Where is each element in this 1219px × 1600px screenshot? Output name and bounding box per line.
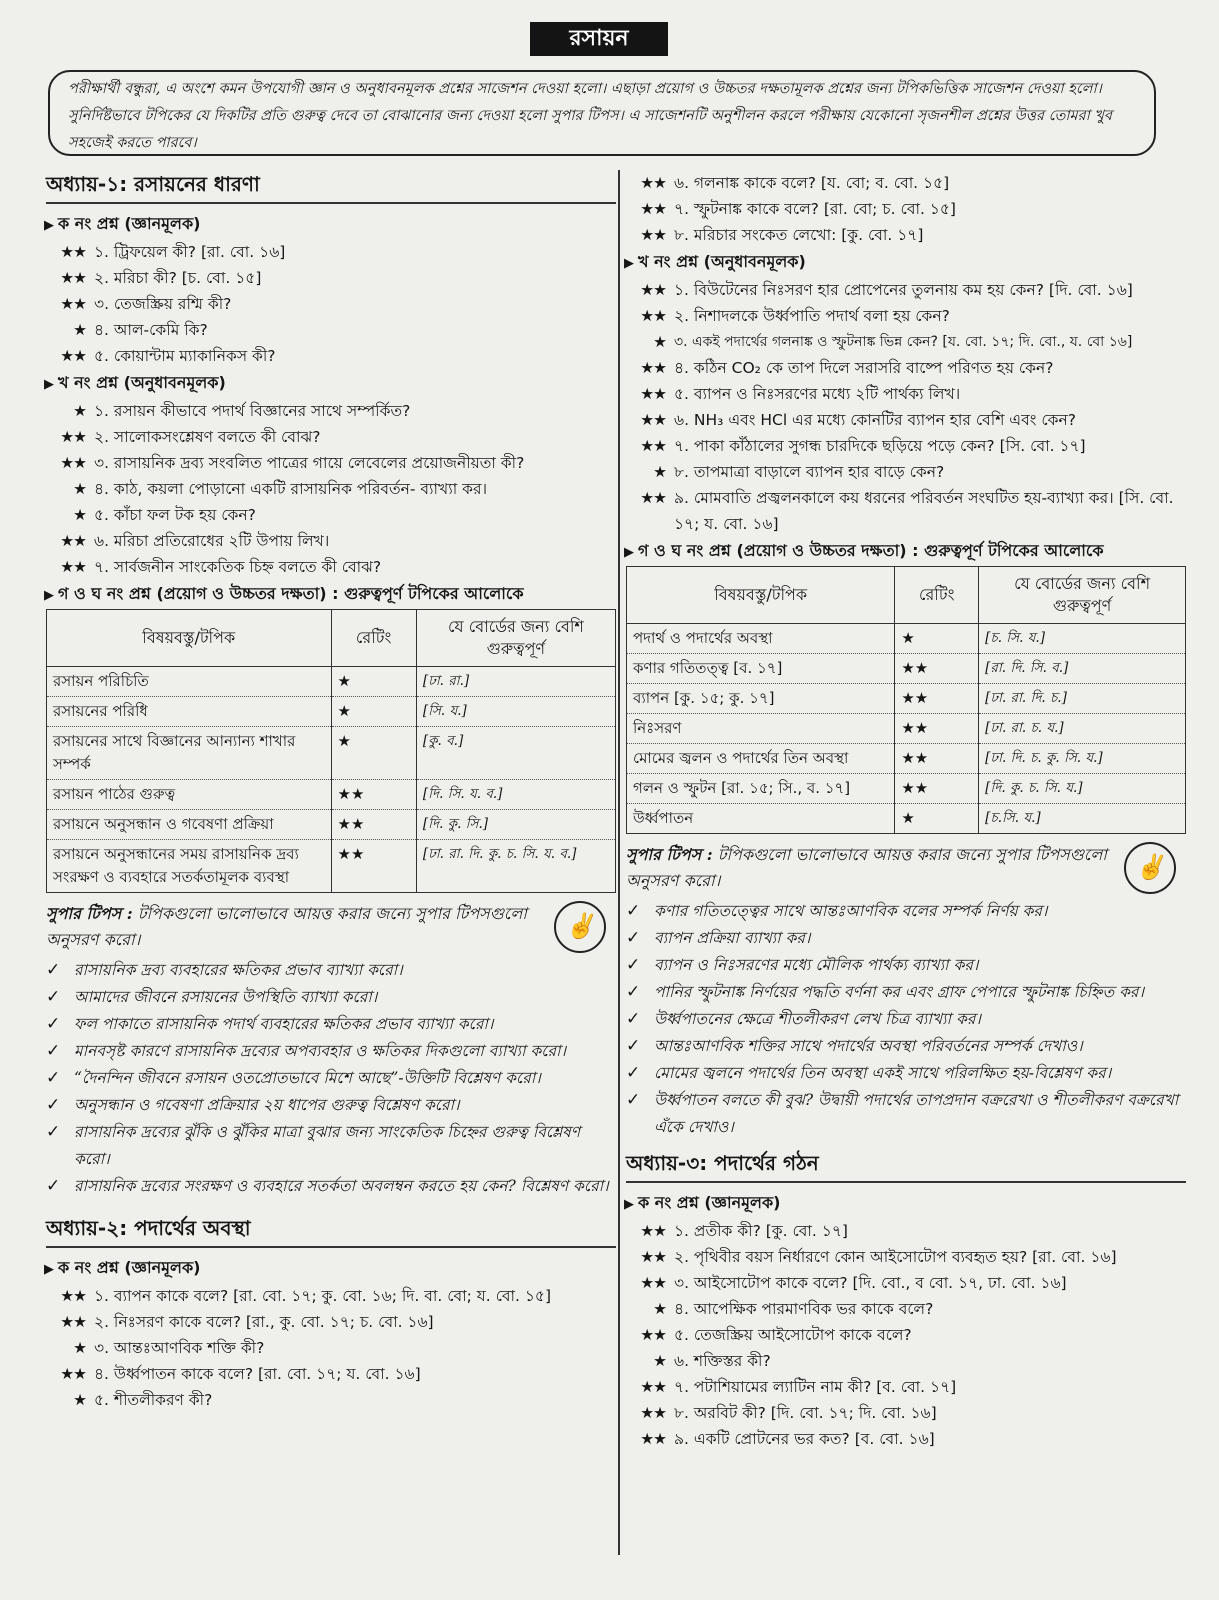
question-item: ★ ১. রসায়ন কীভাবে পদার্থ বিজ্ঞানের সাথে সম্পর্কিত? — [46, 398, 616, 424]
column-header: বিষয়বস্তু/টপিক — [627, 567, 895, 624]
star-rating-icon: ★★ — [60, 1365, 86, 1383]
question-item: ★★ ৬. গলনাঙ্ক কাকে বলে? [য. বো; ব. বো. ১৫] — [626, 170, 1186, 196]
question-item: ★★ ৫. তেজস্ক্রিয় আইসোটোপ কাকে বলে? — [626, 1322, 1186, 1348]
ch1-ka-list — [46, 239, 616, 369]
ch2-ka-heading: ▶ ক নং প্রশ্ন (জ্ঞানমূলক) — [44, 1258, 201, 1277]
ch3-ka-list — [626, 1218, 1186, 1452]
question-item: ★ ৪. কাঠ, কয়লা পোড়ানো একটি রাসায়নিক পরিবর্তন- ব্যাখ্যা কর। — [46, 476, 616, 502]
ch2-kha-list — [626, 277, 1186, 537]
question-item: ★★ ৬. NH₃ এবং HCl এর মধ্যে কোনটির ব্যাপন হার বেশি এবং কেন? — [626, 407, 1186, 433]
star-rating-icon: ★ — [73, 1339, 86, 1357]
check-icon: ✓ — [626, 1090, 641, 1110]
check-icon: ✓ — [46, 1068, 61, 1088]
star-rating-icon: ★★ — [60, 428, 86, 446]
table-row: রসায়নের সাথে বিজ্ঞানের আন্যান্য শাখার সম্পর্ক ★ [কু. ব.] — [47, 727, 616, 780]
tip-item: ✓ কণার গতিতত্ত্বের সাথে আন্তঃআণবিক বলের সম্পর্ক নির্ণয় কর। — [626, 898, 1186, 925]
subject-title: রসায়ন — [530, 22, 668, 56]
table-row: রসায়নে অনুসন্ধান ও গবেষণা প্রক্রিয়া ★★ [দি. কু. সি.] — [47, 810, 616, 840]
check-icon: ✓ — [46, 1095, 61, 1115]
star-rating-icon: ★★ — [640, 411, 666, 429]
star-rating-icon: ★★ — [640, 1378, 666, 1396]
table-row: গলন ও স্ফুটন [রা. ১৫; সি., ব. ১৭] ★★ [দি. কু. চ. সি. য.] — [627, 774, 1186, 804]
right-column — [626, 170, 1186, 1452]
tip-item: ✓ ব্যাপন ও নিঃসরণের মধ্যে মৌলিক পার্থক্য ব্যাখ্যা কর। — [626, 952, 1186, 979]
arrow-icon: ▶ — [44, 588, 54, 603]
check-icon: ✓ — [626, 1036, 641, 1056]
star-rating-icon: ★ — [331, 667, 416, 697]
arrow-icon: ▶ — [624, 545, 634, 560]
question-item: ★★ ২. সালোকসংশ্লেষণ বলতে কী বোঝ? — [46, 424, 616, 450]
star-rating-icon: ★★ — [640, 307, 666, 325]
question-item: ★★ ৫. ব্যাপন ও নিঃসরণের মধ্যে ২টি পার্থক্য লিখ। — [626, 381, 1186, 407]
ch1-kha-list — [46, 398, 616, 580]
column-header: রেটিং — [895, 567, 979, 624]
star-rating-icon: ★★ — [640, 385, 666, 403]
star-rating-icon: ★★ — [60, 558, 86, 576]
ch2-ka-list-continued — [626, 170, 1186, 248]
tip-item: ✓ আমাদের জীবনে রসায়নের উপস্থিতি ব্যাখ্যা করো। — [46, 984, 616, 1011]
star-rating-icon: ★★ — [60, 243, 86, 261]
star-rating-icon: ★ — [895, 804, 979, 834]
question-item: ★ ৫. শীতলীকরণ কী? — [46, 1387, 616, 1413]
table-row: রসায়ন পাঠের গুরুত্ব ★★ [দি. সি. য. ব.] — [47, 780, 616, 810]
star-rating-icon: ★★ — [640, 174, 666, 192]
table-header-row — [47, 610, 616, 667]
tip-item: ✓ অনুসন্ধান ও গবেষণা প্রক্রিয়ার ২য় ধাপের গুরুত্ব বিশ্লেষণ করো। — [46, 1092, 616, 1119]
tip-item: ✓ রাসায়নিক দ্রব্যের ঝুঁকি ও ঝুঁকির মাত্রা বুঝার জন্য সাংকেতিক চিহ্নের গুরুত্ব বিশ্লেষণ করো। — [46, 1119, 616, 1173]
star-rating-icon: ★★ — [640, 226, 666, 244]
question-item: ★ ৪. আপেক্ষিক পারমাণবিক ভর কাকে বলে? — [626, 1296, 1186, 1322]
tip-item: ✓ রাসায়নিক দ্রব্য ব্যবহারের ক্ষতিকর প্রভাব ব্যাখ্যা করো। — [46, 957, 616, 984]
check-icon: ✓ — [46, 987, 61, 1007]
tip-item: ✓ পানির স্ফুটনাঙ্ক নির্ণয়ের পদ্ধতি বর্ণনা কর এবং গ্রাফ পেপারে স্ফুটনাঙ্ক চিহ্নিত কর। — [626, 979, 1186, 1006]
question-item: ★★ ২. মরিচা কী? [চ. বো. ১৫] — [46, 265, 616, 291]
star-rating-icon: ★ — [73, 321, 86, 339]
star-rating-icon: ★★ — [640, 489, 666, 507]
ch2-topic-table — [626, 566, 1186, 834]
star-rating-icon: ★★ — [640, 1222, 666, 1240]
ch1-topic-table — [46, 609, 616, 893]
tip-item: ✓ ব্যাপন প্রক্রিয়া ব্যাখ্যা কর। — [626, 925, 1186, 952]
question-item: ★★ ৭. স্ফুটনাঙ্ক কাকে বলে? [রা. বো; চ. বো. ১৫] — [626, 196, 1186, 222]
table-row: মোমের জ্বলন ও পদার্থের তিন অবস্থা ★★ [ঢা. দি. চ. কু. সি. য.] — [627, 744, 1186, 774]
question-item: ★★ ১. বিউটেনের নিঃসরণ হার প্রোপেনের তুলনায় কম হয় কেন? [দি. বো. ১৬] — [626, 277, 1186, 303]
star-rating-icon: ★★ — [331, 810, 416, 840]
question-item: ★★ ৮. মরিচার সংকেত লেখো: [কু. বো. ১৭] — [626, 222, 1186, 248]
question-item: ★★ ৭. পাকা কাঁঠালের সুগন্ধ চারদিকে ছড়িয়ে পড়ে কেন? [সি. বো. ১৭] — [626, 433, 1186, 459]
star-rating-icon: ★★ — [895, 744, 979, 774]
star-rating-icon: ★ — [331, 697, 416, 727]
star-rating-icon: ★★ — [895, 714, 979, 744]
check-icon: ✓ — [626, 928, 641, 948]
star-rating-icon: ★ — [73, 506, 86, 524]
tip-item: ✓ রাসায়নিক দ্রব্যের সংরক্ষণ ও ব্যবহারে সতর্কতা অবলম্বন করতে হয় কেন? বিশ্লেষণ করো। — [46, 1173, 616, 1200]
ch2-ga-heading: ▶ গ ও ঘ নং প্রশ্ন (প্রয়োগ ও উচ্চতর দক্ষতা) : গুরুত্বপূর্ণ টপিকের আলোকে — [624, 541, 1104, 560]
question-item: ★ ৩. আন্তঃআণবিক শক্তি কী? — [46, 1335, 616, 1361]
star-rating-icon: ★ — [653, 1300, 666, 1318]
question-item: ★★ ৫. কোয়ান্টাম ম্যাকানিকস কী? — [46, 343, 616, 369]
star-rating-icon: ★★ — [331, 840, 416, 893]
question-item: ★★ ৩. তেজস্ক্রিয় রশ্মি কী? — [46, 291, 616, 317]
ch3-ka-heading: ▶ ক নং প্রশ্ন (জ্ঞানমূলক) — [624, 1193, 781, 1212]
question-item: ★★ ৩. রাসায়নিক দ্রব্য সংবলিত পাত্রের গায়ে লেবেলের প্রয়োজনীয়তা কী? — [46, 450, 616, 476]
star-rating-icon: ★★ — [640, 200, 666, 218]
star-rating-icon: ★★ — [640, 1404, 666, 1422]
star-rating-icon: ★★ — [895, 654, 979, 684]
ch2-super-tips-heading: সুপার টিপস : টপিকগুলো ভালোভাবে আয়ত্ত করার জন্যে সুপার টিপসগুলো অনুসরণ করো। ✌ — [626, 842, 1186, 894]
star-rating-icon: ★★ — [60, 532, 86, 550]
tip-item: ✓ মোমের জ্বলনে পদার্থের তিন অবস্থা একই সাথে পরিলক্ষিত হয়-বিশ্লেষণ কর। — [626, 1060, 1186, 1087]
chapter-3-title: অধ্যায়-৩: পদার্থের গঠন — [626, 1149, 1186, 1183]
question-item: ★★ ৭. পটাশিয়ামের ল্যাটিন নাম কী? [ব. বো. ১৭] — [626, 1374, 1186, 1400]
tip-item: ✓ উর্ধ্বপাতন বলতে কী বুঝ? উদ্বায়ী পদার্থের তাপপ্রদান বক্ররেখা ও শীতলীকরণ বক্ররেখা এঁকে দেখাও। — [626, 1087, 1186, 1141]
column-header: যে বোর্ডের জন্য বেশি গুরুত্বপূর্ণ — [416, 610, 615, 667]
table-row: পদার্থ ও পদার্থের অবস্থা ★ [চ. সি. য.] — [627, 624, 1186, 654]
star-rating-icon: ★★ — [60, 295, 86, 313]
tip-item: ✓ “দৈনন্দিন জীবনে রসায়ন ওতপ্রোতভাবে মিশে আছে”-উক্তিটি বিশ্লেষণ করো। — [46, 1065, 616, 1092]
star-rating-icon: ★★ — [640, 437, 666, 455]
question-item: ★ ৬. শক্তিস্তর কী? — [626, 1348, 1186, 1374]
star-rating-icon: ★★ — [60, 1287, 86, 1305]
question-item: ★★ ১. ট্রিফয়েল কী? [রা. বো. ১৬] — [46, 239, 616, 265]
table-row: কণার গতিতত্ত্ব [ব. ১৭] ★★ [রা. দি. সি. ব.] — [627, 654, 1186, 684]
victory-hand-icon: ✌ — [554, 901, 606, 953]
star-rating-icon: ★★ — [640, 1248, 666, 1266]
question-item: ★★ ২. নিঃসরণ কাকে বলে? [রা., কু. বো. ১৭; চ. বো. ১৬] — [46, 1309, 616, 1335]
left-column — [46, 170, 616, 1413]
star-rating-icon: ★ — [73, 480, 86, 498]
ch1-ka-heading: ▶ ক নং প্রশ্ন (জ্ঞানমূলক) — [44, 214, 201, 233]
column-divider — [618, 170, 620, 1555]
star-rating-icon: ★★ — [640, 1430, 666, 1448]
check-icon: ✓ — [46, 1041, 61, 1061]
star-rating-icon: ★ — [73, 402, 86, 420]
tip-item: ✓ আন্তঃআণবিক শক্তির সাথে পদার্থের অবস্থা পরিবর্তনের সম্পর্ক দেখাও। — [626, 1033, 1186, 1060]
tip-item: ✓ ফল পাকাতে রাসায়নিক পদার্থ ব্যবহারের ক্ষতিকর প্রভাব ব্যাখ্যা করো। — [46, 1011, 616, 1038]
star-rating-icon: ★★ — [60, 454, 86, 472]
question-item: ★★ ১. প্রতীক কী? [কু. বো. ১৭] — [626, 1218, 1186, 1244]
check-icon: ✓ — [626, 955, 641, 975]
ch1-super-tips-heading: সুপার টিপস : টপিকগুলো ভালোভাবে আয়ত্ত করার জন্যে সুপার টিপসগুলো অনুসরণ করো। ✌ — [46, 901, 616, 953]
question-item: ★★ ২. নিশাদলকে উর্ধ্বপাতি পদার্থ বলা হয় কেন? — [626, 303, 1186, 329]
ch2-kha-heading: ▶ খ নং প্রশ্ন (অনুধাবনমূলক) — [624, 252, 806, 271]
table-row: নিঃসরণ ★★ [ঢা. রা. চ. য.] — [627, 714, 1186, 744]
question-item: ★★ ৭. সার্বজনীন সাংকেতিক চিহ্ন বলতে কী বোঝ? — [46, 554, 616, 580]
question-item: ★★ ৩. আইসোটোপ কাকে বলে? [দি. বো., ব বো. ১৭, ঢা. বো. ১৬] — [626, 1270, 1186, 1296]
ch2-ka-list — [46, 1283, 616, 1413]
check-icon: ✓ — [46, 1176, 61, 1196]
column-header: যে বোর্ডের জন্য বেশি গুরুত্বপূর্ণ — [979, 567, 1186, 624]
check-icon: ✓ — [626, 982, 641, 1002]
intro-box: পরীক্ষার্থী বন্ধুরা, এ অংশে কমন উপযোগী জ্ঞান ও অনুধাবনমূলক প্রশ্নের সাজেশন দেওয়া হলো। এছাড়া প্রয়োগ ও উচ্চতর দক্ষতামূলক প্রশ্নের জন্য টপিকভিত্তিক সাজেশন দেওয়া হলো। সুনির্দিষ্টভাবে টপিকের যে দিকটির প্রতি গুরুত্ব দেবে তা বোঝানোর জন্য দেওয়া হলো সুপার টিপস। এ সাজেশনটি অনুশীলন করলে পরীক্ষায় যেকোনো সৃজনশীল প্রশ্নের উত্তর তোমরা খুব সহজেই করতে পারবে। — [48, 70, 1156, 156]
tip-item: ✓ মানবসৃষ্ট কারণে রাসায়নিক দ্রব্যের অপব্যবহার ও ক্ষতিকর দিকগুলো ব্যাখ্যা করো। — [46, 1038, 616, 1065]
table-row: ব্যাপন [কু. ১৫; কু. ১৭] ★★ [ঢা. রা. দি. চ.] — [627, 684, 1186, 714]
question-item: ★★ ৪. উর্ধ্বপাতন কাকে বলে? [রা. বো. ১৭; য. বো. ১৬] — [46, 1361, 616, 1387]
victory-hand-icon: ✌ — [1124, 842, 1176, 894]
tip-item: ✓ উর্ধ্বপাতনের ক্ষেত্রে শীতলীকরণ লেখ চিত্র ব্যাখ্যা কর। — [626, 1006, 1186, 1033]
arrow-icon: ▶ — [44, 218, 54, 233]
check-icon: ✓ — [626, 1063, 641, 1083]
star-rating-icon: ★★ — [60, 347, 86, 365]
star-rating-icon: ★ — [331, 727, 416, 780]
check-icon: ✓ — [626, 901, 641, 921]
star-rating-icon: ★★ — [640, 1274, 666, 1292]
check-icon: ✓ — [46, 1014, 61, 1034]
arrow-icon: ▶ — [624, 1197, 634, 1212]
star-rating-icon: ★★ — [60, 269, 86, 287]
ch2-tips-list — [626, 898, 1186, 1141]
star-rating-icon: ★★ — [640, 359, 666, 377]
question-item: ★ ৪. আল-কেমি কি? — [46, 317, 616, 343]
table-row: উর্ধ্বপাতন ★ [চ.সি. য.] — [627, 804, 1186, 834]
arrow-icon: ▶ — [44, 377, 54, 392]
star-rating-icon: ★ — [895, 624, 979, 654]
column-header: রেটিং — [331, 610, 416, 667]
ch1-ga-heading: ▶ গ ও ঘ নং প্রশ্ন (প্রয়োগ ও উচ্চতর দক্ষতা) : গুরুত্বপূর্ণ টপিকের আলোকে — [44, 584, 524, 603]
question-item: ★★ ১. ব্যাপন কাকে বলে? [রা. বো. ১৭; কু. বো. ১৬; দি. বা. বো; য. বো. ১৫] — [46, 1283, 616, 1309]
question-item: ★★ ৯. একটি প্রোটনের ভর কত? [ব. বো. ১৬] — [626, 1426, 1186, 1452]
question-item: ★ ৫. কাঁচা ফল টক হয় কেন? — [46, 502, 616, 528]
star-rating-icon: ★★ — [640, 1326, 666, 1344]
star-rating-icon: ★ — [653, 1352, 666, 1370]
arrow-icon: ▶ — [44, 1262, 54, 1277]
column-header: বিষয়বস্তু/টপিক — [47, 610, 332, 667]
table-row: রসায়নে অনুসন্ধানের সময় রাসায়নিক দ্রব্য সংরক্ষণ ও ব্যবহারে সতর্কতামূলক ব্যবস্থা ★★ [ঢা. রা. দি. কু. চ. সি. য. ব.] — [47, 840, 616, 893]
ch1-kha-heading: ▶ খ নং প্রশ্ন (অনুধাবনমূলক) — [44, 373, 226, 392]
star-rating-icon: ★ — [73, 1391, 86, 1409]
arrow-icon: ▶ — [624, 256, 634, 271]
star-rating-icon: ★★ — [895, 774, 979, 804]
question-item: ★★ ৯. মোমবাতি প্রজ্বলনকালে কয় ধরনের পরিবর্তন সংঘটিত হয়-ব্যাখ্যা কর। [সি. বো. ১৭; য. বো. ১৬] — [626, 485, 1186, 537]
question-item: ★★ ৮. অরবিট কী? [দি. বো. ১৭; দি. বো. ১৬] — [626, 1400, 1186, 1426]
check-icon: ✓ — [626, 1009, 641, 1029]
chapter-1-title: অধ্যায়-১: রসায়নের ধারণা — [46, 170, 616, 204]
star-rating-icon: ★★ — [60, 1313, 86, 1331]
star-rating-icon: ★ — [653, 333, 666, 351]
question-item: ★★ ৪. কঠিন CO₂ কে তাপ দিলে সরাসরি বাষ্পে পরিণত হয় কেন? — [626, 355, 1186, 381]
question-item: ★★ ৬. মরিচা প্রতিরোধের ২টি উপায় লিখ। — [46, 528, 616, 554]
table-header-row — [627, 567, 1186, 624]
ch1-tips-list — [46, 957, 616, 1200]
question-item: ★ ৮. তাপমাত্রা বাড়ালে ব্যাপন হার বাড়ে কেন? — [626, 459, 1186, 485]
question-item: ★ ৩. একই পদার্থের গলনাঙ্ক ও স্ফুটনাঙ্ক ভিন্ন কেন? [য. বো. ১৭; দি. বো., য. বো ১৬] — [626, 329, 1186, 355]
question-item: ★★ ২. পৃথিবীর বয়স নির্ধারণে কোন আইসোটোপ ব্যবহৃত হয়? [রা. বো. ১৬] — [626, 1244, 1186, 1270]
star-rating-icon: ★★ — [895, 684, 979, 714]
table-row: রসায়ন পরিচিতি ★ [ঢা. রা.] — [47, 667, 616, 697]
chapter-2-title: অধ্যায়-২: পদার্থের অবস্থা — [46, 1214, 616, 1248]
check-icon: ✓ — [46, 1122, 61, 1142]
star-rating-icon: ★★ — [331, 780, 416, 810]
check-icon: ✓ — [46, 960, 61, 980]
star-rating-icon: ★ — [653, 463, 666, 481]
table-row: রসায়নের পরিধি ★ [সি. য.] — [47, 697, 616, 727]
star-rating-icon: ★★ — [640, 281, 666, 299]
